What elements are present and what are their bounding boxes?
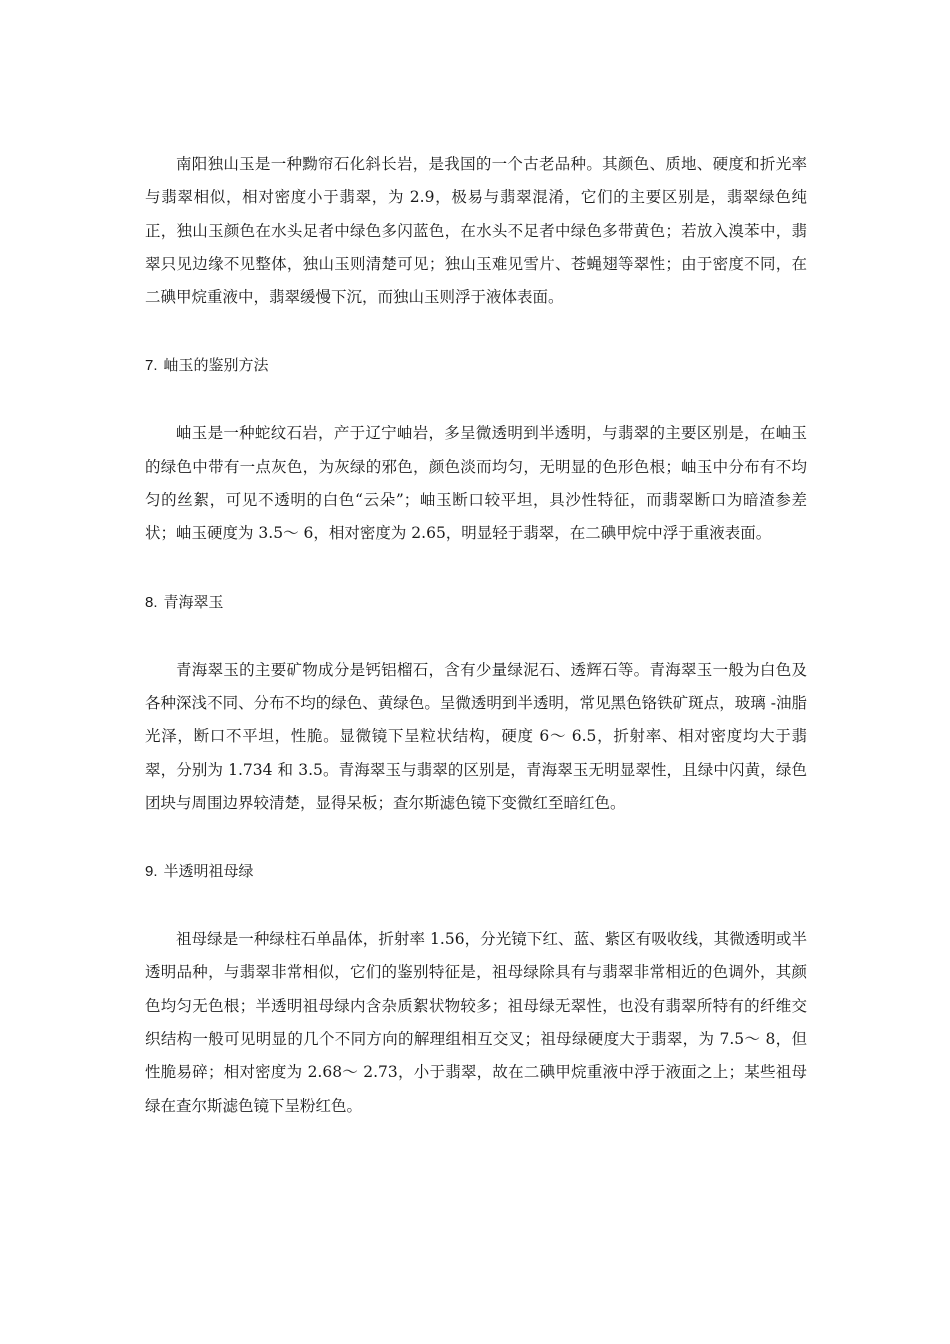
- heading-text: 青海翠玉: [163, 592, 224, 611]
- heading-text: 半透明祖母绿: [163, 862, 254, 881]
- heading-text: 岫玉的鉴别方法: [163, 356, 269, 375]
- paragraph-qinghai-jade: 青海翠玉的主要矿物成分是钙铝榴石，含有少量绿泥石、透辉石等。青海翠玉一般为白色及各种深浅不同、分布不均的绿色、黄绿色。呈微透明到半透明，常见黑色铬铁矿斑点，玻璃 -油脂光泽，断口不平坦，性脆。显微镜下呈粒状结构，硬度 6～ 6.5，折射率、相对密度均大于翡翠，分别为 1.734 和 3.5。青海翠玉与翡翠的区别是，青海翠玉无明显翠性，且绿中闪黄，绿色团块与周围边界较清楚，显得呆板；查尔斯滤色镜下变微红至暗红色。: [145, 660, 807, 812]
- spacer: [145, 820, 807, 855]
- heading-number: 8.: [145, 593, 158, 611]
- paragraph-xiuyu: 岫玉是一种蛇纹石岩，产于辽宁岫岩，多呈微透明到半透明，与翡翠的主要区别是，在岫玉的绿色中带有一点灰色，为灰绿的邪色，颜色淡而均匀，无明显的色形色根；岫玉中分布有不均匀的丝絮，可见不透明的白色“云朵”；岫玉断口较平坦，具沙性特征，而翡翠断口为暗渣参差状；岫玉硬度为 3.5～ 6，相对密度为 2.65，明显轻于翡翠，在二碘甲烷中浮于重液表面。: [145, 424, 807, 543]
- section-heading-8: [145, 586, 807, 619]
- paragraph-dushan-jade: 南阳独山玉是一种黝帘石化斜长岩，是我国的一个古老品种。其颜色、质地、硬度和折光率与翡翠相似，相对密度小于翡翠，为 2.9，极易与翡翠混淆，它们的主要区别是，翡翠绿色纯正，独山玉颜色在水头足者中绿色多闪蓝色，在水头不足者中绿色多带黄色；若放入溴苯中，翡翠只见边缘不见整体，独山玉则清楚可见；独山玉难见雪片、苍蝇翅等翠性；由于密度不同，在二碘甲烷重液中，翡翠缓慢下沉，而独山玉则浮于液体表面。: [145, 155, 807, 307]
- spacer: [145, 888, 807, 923]
- document-page: [145, 148, 807, 1123]
- spacer: [145, 551, 807, 586]
- paragraph-emerald: 祖母绿是一种绿柱石单晶体，折射率 1.56，分光镜下红、蓝、紫区有吸收线，其微透明或半透明品种，与翡翠非常相似，它们的鉴别特征是，祖母绿除具有与翡翠非常相近的色调外，其颜色均匀无色根；半透明祖母绿内含杂质絮状物较多；祖母绿无翠性，也没有翡翠所特有的纤维交织结构一般可见明显的几个不同方向的解理组相互交叉；祖母绿硬度大于翡翠，为 7.5～ 8，但性脆易碎；相对密度为 2.68～ 2.73，小于翡翠，故在二碘甲烷重液中浮于液面之上；某些祖母绿在查尔斯滤色镜下呈粉红色。: [145, 930, 807, 1115]
- spacer: [145, 382, 807, 417]
- section-heading-7: [145, 349, 807, 382]
- section-heading-9: [145, 855, 807, 888]
- spacer: [145, 619, 807, 654]
- heading-number: 9.: [145, 863, 158, 881]
- spacer: [145, 314, 807, 349]
- heading-number: 7.: [145, 357, 158, 375]
